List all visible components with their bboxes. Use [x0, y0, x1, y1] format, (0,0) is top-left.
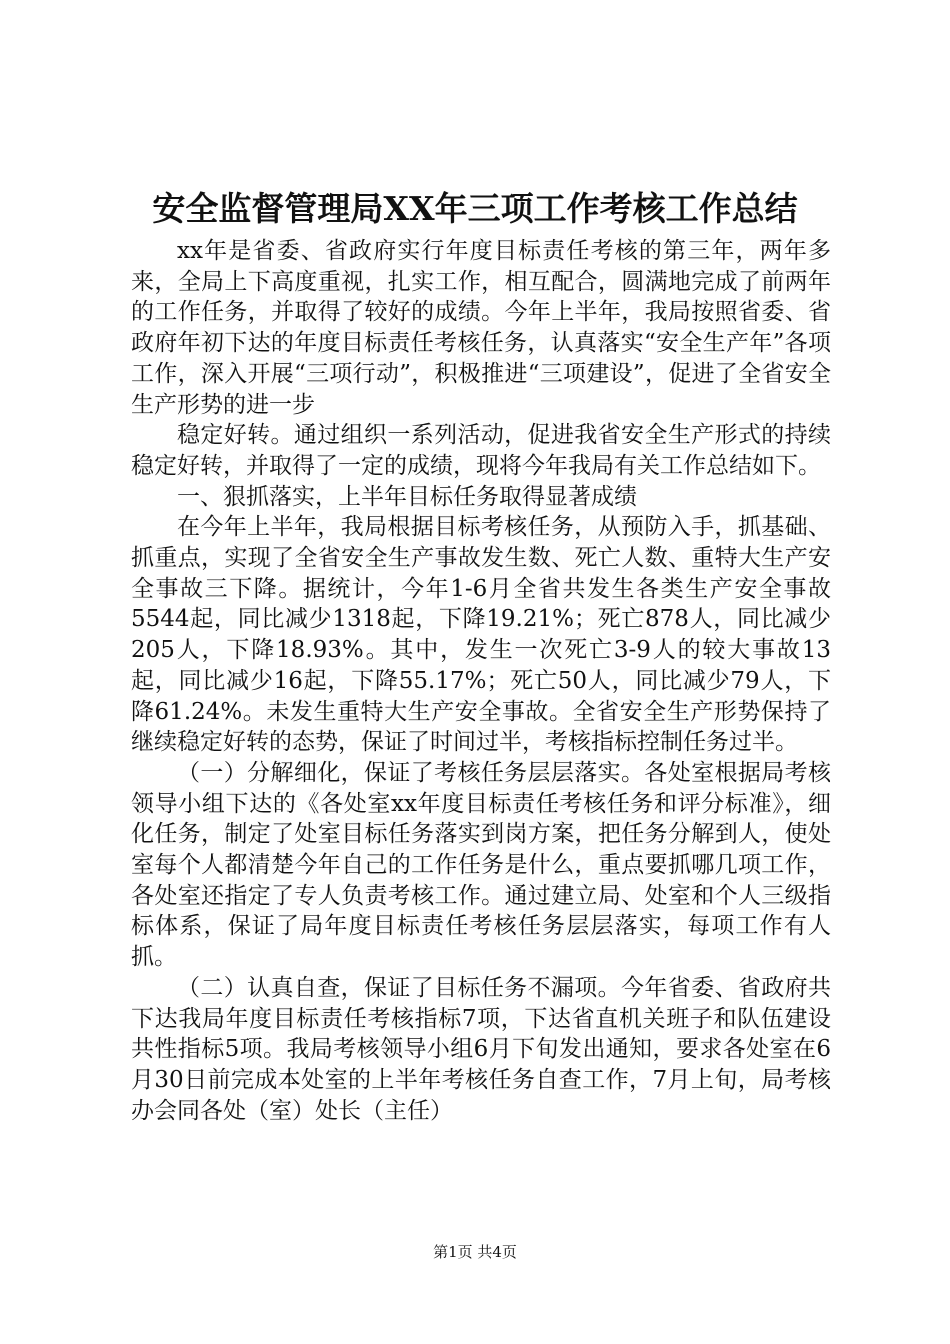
page-footer: 第1页 共4页 — [433, 1243, 517, 1261]
paragraph-subsection-2: （二）认真自查，保证了目标任务不漏项。今年省委、省政府共下达我局年度目标责任考核指标7项，下达省直机关班子和队伍建设共性指标5项。我局考核领导小组6月下旬发出通知，要求各处室在6月30日前完成本处室的上半年考核任务自查工作，7月上旬，局考核办会同各处（室）处长（主任） — [131, 974, 831, 1124]
document-body — [131, 236, 831, 1126]
paragraph-intro-continued: 稳定好转。通过组织一系列活动，促进我省安全生产形式的持续稳定好转，并取得了一定的成绩，现将今年我局有关工作总结如下。 — [131, 422, 831, 479]
paragraph-intro: xx年是省委、省政府实行年度目标责任考核的第三年，两年多来，全局上下高度重视，扎实工作，相互配合，圆满地完成了前两年的工作任务，并取得了较好的成绩。今年上半年，我局按照省委、省政府年初下达的年度目标责任考核任务，认真落实“安全生产年”各项工作，深入开展“三项行动”，积极推进“三项建设”，促进了全省安全生产形势的进一步 — [131, 238, 831, 418]
section-heading-1: 一、狠抓落实，上半年目标任务取得显著成绩 — [177, 483, 637, 510]
paragraph-statistics: 在今年上半年，我局根据目标考核任务，从预防入手，抓基础、抓重点，实现了全省安全生产事故发生数、死亡人数、重特大生产安全事故三下降。据统计，今年1-6月全省共发生各类生产安全事故5544起，同比减少1318起，下降19.21%；死亡878人，同比减少205人，下降18.93%。其中，发生一次死亡3-9人的较大事故13起，同比减少16起，下降55.17%；死亡50人，同比减少79人，下降61.24%。未发生重特大生产安全事故。全省安全生产形势保持了继续稳定好转的态势，保证了时间过半，考核指标控制任务过半。 — [131, 514, 831, 756]
paragraph-subsection-1: （一）分解细化，保证了考核任务层层落实。各处室根据局考核领导小组下达的《各处室xx年度目标责任考核任务和评分标准》，细化任务，制定了处室目标任务落实到岗方案，把任务分解到人，使处室每个人都清楚今年自己的工作任务是什么，重点要抓哪几项工作，各处室还指定了专人负责考核工作。通过建立局、处室和个人三级指标体系，保证了局年度目标责任考核任务层层落实，每项工作有人抓。 — [131, 759, 831, 971]
document-title: 安全监督管理局XX年三项工作考核工作总结 — [152, 189, 798, 228]
